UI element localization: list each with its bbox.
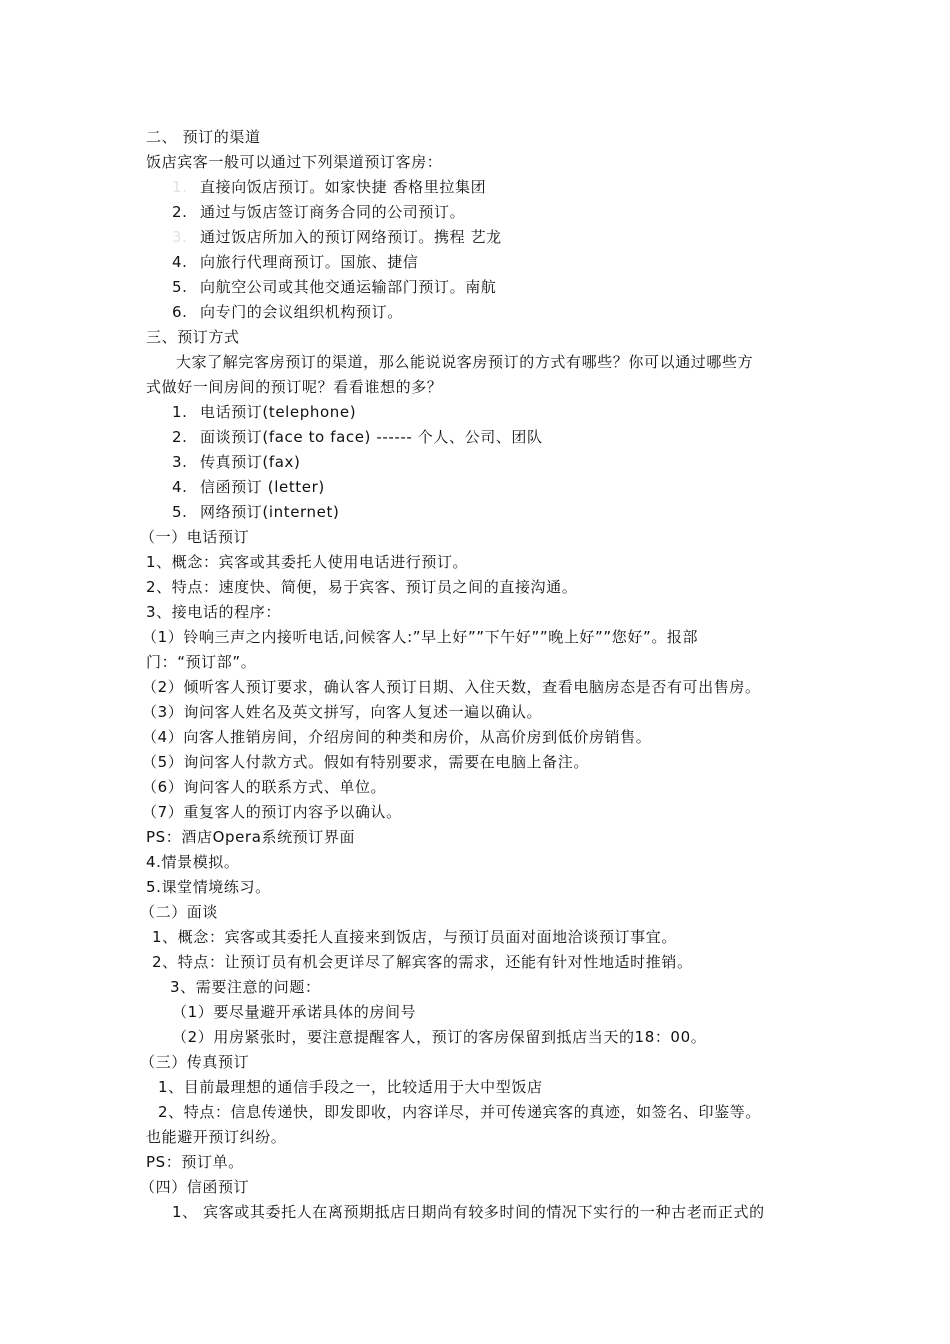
paragraph: 3、接电话的程序： xyxy=(146,603,281,621)
paragraph: 2、特点：信息传递快，即发即收，内容详尽，并可传递宾客的真迹，如签名、印鉴等。 xyxy=(158,1103,761,1121)
paragraph: （4）向客人推销房间，介绍房间的种类和房价，从高价房到低价房销售。 xyxy=(142,728,652,746)
list-number: 4. xyxy=(172,253,188,271)
paragraph: 4.情景模拟。 xyxy=(146,853,240,871)
list-number: 6. xyxy=(172,303,188,321)
paragraph: （7）重复客人的预订内容予以确认。 xyxy=(142,803,402,821)
list-item xyxy=(172,427,543,447)
list-item xyxy=(172,402,356,422)
list-item xyxy=(172,277,496,297)
paragraph: 大家了解完客房预订的渠道，那么能说说客房预订的方式有哪些？你可以通过哪些方 xyxy=(176,353,754,371)
subsection-heading-fax: （三）传真预订 xyxy=(140,1053,250,1071)
paragraph: （2）用房紧张时，要注意提醒客人，预订的客房保留到抵店当天的18：00。 xyxy=(172,1028,707,1046)
paragraph: （5）询问客人付款方式。假如有特别要求，需要在电脑上备注。 xyxy=(142,753,589,771)
paragraph: 饭店宾客一般可以通过下列渠道预订客房： xyxy=(146,153,443,171)
paragraph: 3、需要注意的问题： xyxy=(170,978,321,996)
list-text: 直接向饭店预订。如家快捷 香格里拉集团 xyxy=(200,178,487,196)
list-item xyxy=(172,252,418,272)
paragraph: （1）铃响三声之内接听电话,问候客人:”早上好””下午好””晚上好””您好”。报部 xyxy=(142,628,699,646)
list-number: 1. xyxy=(172,403,188,421)
paragraph: 门：“预订部”。 xyxy=(146,653,257,671)
paragraph: （3）询问客人姓名及英文拼写，向客人复述一遍以确认。 xyxy=(142,703,543,721)
paragraph: 也能避开预订纠纷。 xyxy=(146,1128,287,1146)
list-item xyxy=(172,502,339,522)
paragraph: 1、 宾客或其委托人在离预期抵店日期尚有较多时间的情况下实行的一种古老而正式的 xyxy=(172,1203,765,1221)
paragraph: 2、特点：速度快、简便，易于宾客、预订员之间的直接沟通。 xyxy=(146,578,578,596)
list-text: 传真预订(fax) xyxy=(200,453,301,471)
list-text: 通过饭店所加入的预订网络预订。携程 艺龙 xyxy=(200,228,502,246)
section-heading-methods: 三、预订方式 xyxy=(146,328,240,346)
paragraph: 5.课堂情境练习。 xyxy=(146,878,271,896)
list-number: 2. xyxy=(172,203,188,221)
list-number: 3. xyxy=(172,228,188,246)
list-number: 5. xyxy=(172,278,188,296)
list-item xyxy=(172,202,465,222)
list-number: 1. xyxy=(172,178,188,196)
paragraph: PS：预订单。 xyxy=(146,1153,244,1171)
paragraph: 2、特点：让预订员有机会更详尽了解宾客的需求，还能有针对性地适时推销。 xyxy=(152,953,693,971)
list-item xyxy=(172,177,486,197)
paragraph: 1、概念：宾客或其委托人使用电话进行预订。 xyxy=(146,553,469,571)
paragraph: （2）倾听客人预订要求，确认客人预订日期、入住天数，查看电脑房态是否有可出售房。 xyxy=(142,678,761,696)
paragraph: 1、概念：宾客或其委托人直接来到饭店，与预订员面对面地洽谈预订事宜。 xyxy=(152,928,677,946)
list-item xyxy=(172,302,403,322)
paragraph: 1、目前最理想的通信手段之一，比较适用于大中型饭店 xyxy=(158,1078,543,1096)
paragraph: （6）询问客人的联系方式、单位。 xyxy=(142,778,387,796)
paragraph: PS：酒店Opera系统预订界面 xyxy=(146,828,356,846)
section-heading-channels: 二、 预订的渠道 xyxy=(146,128,261,146)
list-number: 2. xyxy=(172,428,188,446)
list-item xyxy=(172,227,502,247)
paragraph: 式做好一间房间的预订呢？看看谁想的多？ xyxy=(146,378,443,396)
paragraph: （1）要尽量避开承诺具体的房间号 xyxy=(172,1003,417,1021)
list-text: 向航空公司或其他交通运输部门预订。南航 xyxy=(200,278,497,296)
subsection-heading-telephone: （一）电话预订 xyxy=(140,528,250,546)
list-text: 通过与饭店签订商务合同的公司预订。 xyxy=(200,203,466,221)
list-text: 电话预订(telephone) xyxy=(200,403,357,421)
list-item xyxy=(172,452,300,472)
list-text: 向专门的会议组织机构预订。 xyxy=(200,303,403,321)
list-number: 4. xyxy=(172,478,188,496)
subsection-heading-face-to-face: （二）面谈 xyxy=(140,903,219,921)
list-text: 信函预订 (letter) xyxy=(200,478,325,496)
list-text: 面谈预订(face to face) ------ 个人、公司、团队 xyxy=(200,428,543,446)
list-number: 3. xyxy=(172,453,188,471)
subsection-heading-letter: （四）信函预订 xyxy=(140,1178,250,1196)
list-text: 向旅行代理商预订。国旅、捷信 xyxy=(200,253,419,271)
list-number: 5. xyxy=(172,503,188,521)
list-item xyxy=(172,477,325,497)
list-text: 网络预订(internet) xyxy=(200,503,340,521)
